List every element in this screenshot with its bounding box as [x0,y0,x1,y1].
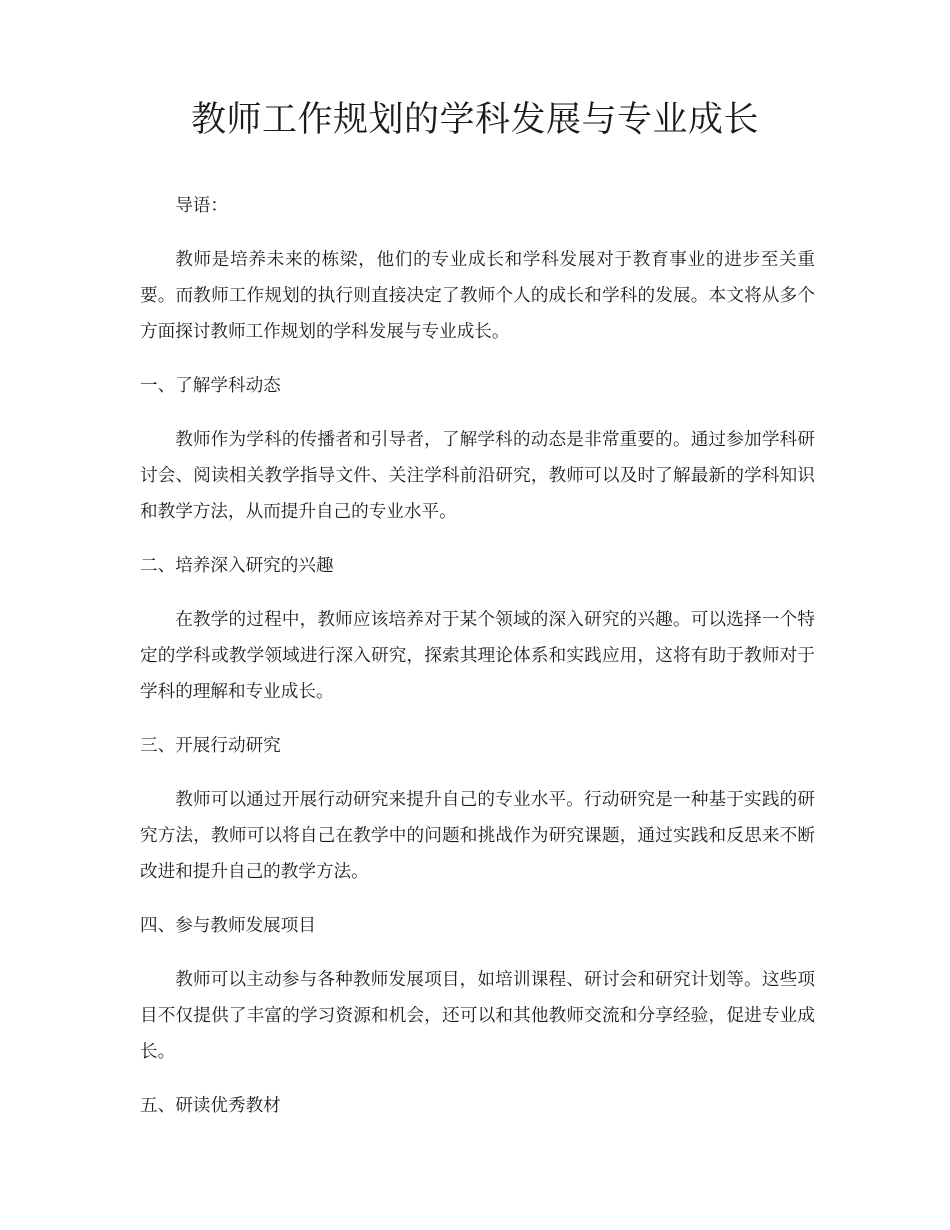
section-paragraph-1: 教师作为学科的传播者和引导者，了解学科的动态是非常重要的。通过参加学科研讨会、阅读相关教学指导文件、关注学科前沿研究，教师可以及时了解最新的学科知识和教学方法，从而提升自己的专业水平。 [140,430,815,522]
intro-label: 导语： [175,196,228,216]
section-paragraph-3: 教师可以通过开展行动研究来提升自己的专业水平。行动研究是一种基于实践的研究方法，教师可以将自己在教学中的问题和挑战作为研究课题，通过实践和反思来不断改进和提升自己的教学方法。 [140,790,815,882]
document-body [140,188,815,1142]
document-title: 教师工作规划的学科发展与专业成长 [190,100,759,140]
section-heading-1: 一、了解学科动态 [140,376,281,396]
section-paragraph-4: 教师可以主动参与各种教师发展项目，如培训课程、研讨会和研究计划等。这些项目不仅提供了丰富的学习资源和机会，还可以和其他教师交流和分享经验，促进专业成长。 [140,970,815,1062]
section-heading-4: 四、参与教师发展项目 [140,916,316,936]
intro-paragraph: 教师是培养未来的栋梁，他们的专业成长和学科发展对于教育事业的进步至关重要。而教师工作规划的执行则直接决定了教师个人的成长和学科的发展。本文将从多个方面探讨教师工作规划的学科发展与专业成长。 [140,250,815,342]
section-heading-2: 二、培养深入研究的兴趣 [140,556,334,576]
section-heading-3: 三、开展行动研究 [140,736,281,756]
section-heading-5: 五、研读优秀教材 [140,1096,281,1116]
section-paragraph-2: 在教学的过程中，教师应该培养对于某个领域的深入研究的兴趣。可以选择一个特定的学科或教学领域进行深入研究，探索其理论体系和实践应用，这将有助于教师对于学科的理解和专业成长。 [140,610,815,702]
